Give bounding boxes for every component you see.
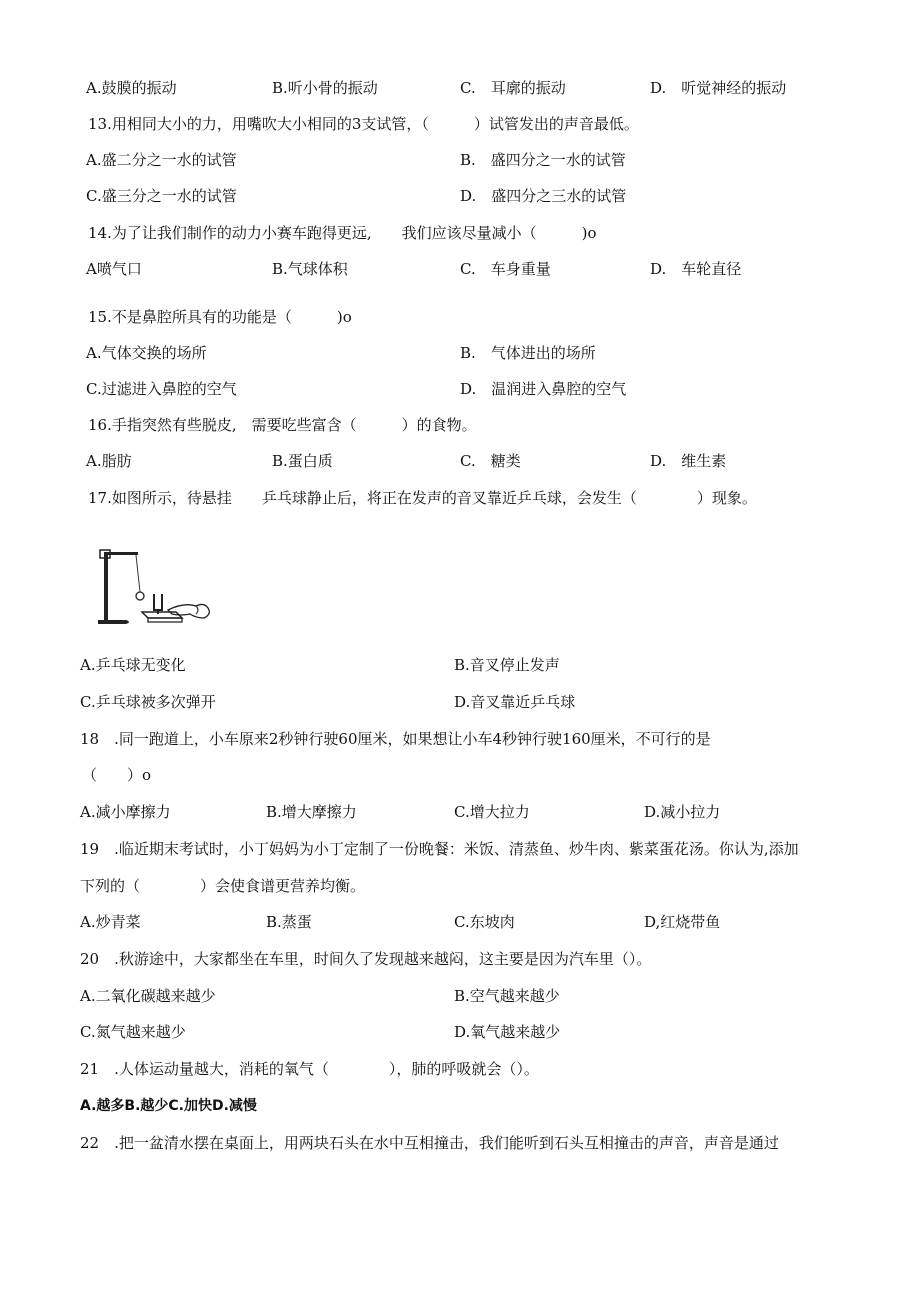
q17-option-d: D.音叉靠近乒乓球 bbox=[454, 693, 576, 711]
q13-option-a: A.盛二分之一水的试管 bbox=[86, 151, 237, 169]
q12-option-d: D. 听觉神经的振动 bbox=[650, 79, 787, 97]
q13-option-d: D. 盛四分之三水的试管 bbox=[460, 187, 627, 205]
q18-stem: 18 .同一跑道上，小车原来2秒钟行驶60厘米，如果想让小车4秒钟行驶160厘米，不可行的是 bbox=[80, 730, 711, 748]
q17-option-b: B.音叉停止发声 bbox=[454, 656, 560, 674]
q22-stem: 22 .把一盆清水摆在桌面上，用两块石头在水中互相撞击，我们能听到石头互相撞击的声音，声音是通过 bbox=[80, 1134, 779, 1152]
q14-stem: 14.为了让我们制作的动力小赛车跑得更远, 我们应该尽量减小（ )o bbox=[88, 224, 597, 242]
q19-option-d: D,红烧带鱼 bbox=[644, 913, 721, 931]
q17-stem: 17.如图所示，待悬挂 乒乓球静止后，将正在发声的音叉靠近乒乓球，会发生（ ）现象。 bbox=[88, 489, 757, 507]
q18-option-a: A.减小摩擦力 bbox=[80, 803, 171, 821]
q16-stem: 16.手指突然有些脱皮, 需要吃些富含（ ）的食物。 bbox=[88, 416, 477, 434]
q14-option-a: A喷气口 bbox=[86, 260, 142, 278]
q18-option-d: D.减小拉力 bbox=[644, 803, 721, 821]
q17-option-c: C.乒乓球被多次弹开 bbox=[80, 693, 216, 711]
q20-option-d: D.氧气越来越少 bbox=[454, 1023, 561, 1041]
q16-option-d: D. 维生素 bbox=[650, 452, 727, 470]
q20-option-a: A.二氧化碳越来越少 bbox=[80, 987, 216, 1005]
q14-option-b: B.气球体积 bbox=[272, 260, 348, 278]
q19-stem-continued: 下列的（ ）会使食谱更营养均衡。 bbox=[80, 877, 366, 895]
q14-option-d: D. 车轮直径 bbox=[650, 260, 742, 278]
q12-option-b: B.听小骨的振动 bbox=[272, 79, 378, 97]
q16-option-c: C. 糖类 bbox=[460, 452, 521, 470]
q18-option-c: C.增大拉力 bbox=[454, 803, 530, 821]
q20-option-c: C.氮气越来越少 bbox=[80, 1023, 186, 1041]
q19-option-c: C.东坡肉 bbox=[454, 913, 515, 931]
q16-option-b: B.蛋白质 bbox=[272, 452, 333, 470]
q13-option-b: B. 盛四分之一水的试管 bbox=[460, 151, 626, 169]
q12-option-a: A.鼓膜的振动 bbox=[86, 79, 177, 97]
q12-option-c: C. 耳廓的振动 bbox=[460, 79, 566, 97]
q19-option-a: A.炒青菜 bbox=[80, 913, 141, 931]
tuning-fork-pingpong-figure bbox=[92, 546, 222, 630]
q21-stem: 21 .人体运动量越大，消耗的氧气（ ），肺的呼吸就会（）。 bbox=[80, 1060, 539, 1078]
q18-option-b: B.增大摩擦力 bbox=[266, 803, 357, 821]
q14-option-c: C. 车身重量 bbox=[460, 260, 551, 278]
q19-stem: 19 .临近期末考试时，小丁妈妈为小丁定制了一份晚餐：米饭、清蒸鱼、炒牛肉、紫菜蛋花汤。你认为,添加 bbox=[80, 840, 799, 858]
q18-stem-continued: （ ）o bbox=[82, 766, 152, 784]
q21-options: A.越多B.越少C.加快D.减慢 bbox=[80, 1098, 257, 1114]
q15-option-d: D. 温润进入鼻腔的空气 bbox=[460, 380, 627, 398]
q19-option-b: B.蒸蛋 bbox=[266, 913, 312, 931]
q15-option-a: A.气体交换的场所 bbox=[86, 344, 207, 362]
q15-option-b: B. 气体进出的场所 bbox=[460, 344, 596, 362]
q20-stem: 20 .秋游途中，大家都坐在车里，时间久了发现越来越闷，这主要是因为汽车里（）。 bbox=[80, 950, 652, 968]
q20-option-b: B.空气越来越少 bbox=[454, 987, 560, 1005]
q17-option-a: A.乒乓球无变化 bbox=[80, 656, 186, 674]
q16-option-a: A.脂肪 bbox=[86, 452, 132, 470]
q13-option-c: C.盛三分之一水的试管 bbox=[86, 187, 237, 205]
q15-stem: 15.不是鼻腔所具有的功能是（ )o bbox=[88, 308, 352, 326]
q15-option-c: C.过滤进入鼻腔的空气 bbox=[86, 380, 237, 398]
q13-stem: 13.用相同大小的力，用嘴吹大小相同的3支试管，（ ）试管发出的声音最低。 bbox=[88, 115, 639, 133]
